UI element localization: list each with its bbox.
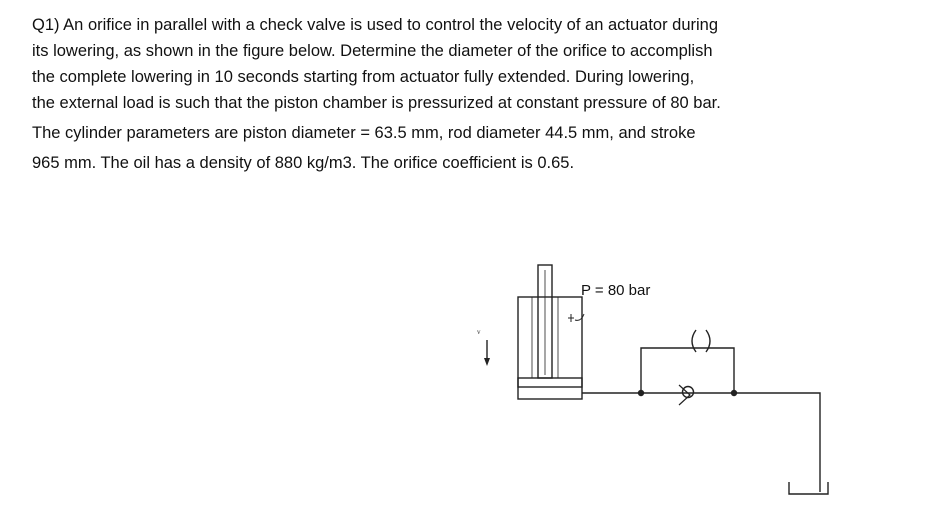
cylinder-body xyxy=(518,297,582,399)
question-line-5: The cylinder parameters are piston diameter = 63.5 mm, rod diameter 44.5 mm, and stroke xyxy=(32,124,696,142)
junction-dot-right xyxy=(731,390,737,396)
pressure-line xyxy=(582,393,820,492)
question-line-1: Q1) An orifice in parallel with a check valve is used to control the velocity of an actuator during xyxy=(32,16,719,34)
velocity-arrow-head xyxy=(484,358,490,366)
junction-dot-left xyxy=(638,390,644,396)
question-line-3: the complete lowering in 10 seconds starting from actuator fully extended. During lowering, xyxy=(32,68,695,86)
question-line-4: the external load is such that the piston chamber is pressurized at constant pressure of 80 bar. xyxy=(32,94,721,112)
question-line-6: 965 mm. The oil has a density of 880 kg/m3. The orifice coefficient is 0.65. xyxy=(32,154,575,172)
check-valve-ball xyxy=(683,387,694,398)
question-line-2: its lowering, as shown in the figure below. Determine the diameter of the orifice to accomplish xyxy=(32,42,713,60)
tank-icon xyxy=(789,482,828,494)
pressure-label: P = 80 bar xyxy=(581,282,651,299)
velocity-label: v xyxy=(477,328,481,336)
cylinder-piston xyxy=(518,378,582,387)
